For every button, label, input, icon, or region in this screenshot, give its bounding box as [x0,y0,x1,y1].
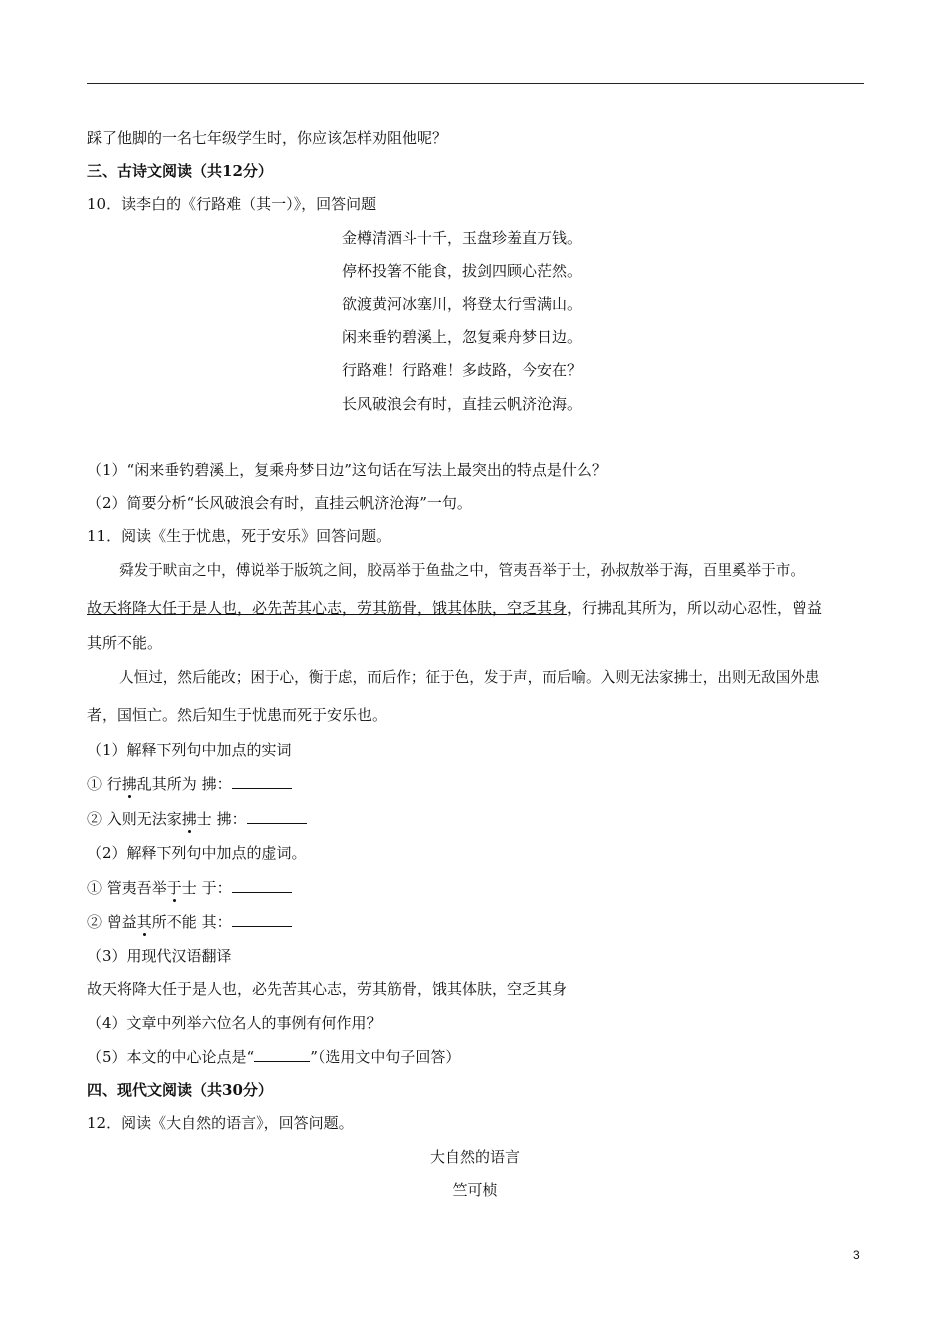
answer-blank[interactable] [232,911,292,927]
answer-blank[interactable] [254,1046,310,1062]
dotted-char: 于 [166,879,182,897]
fill-item [87,911,292,932]
item-text: 乱其所为 拂： [136,775,232,793]
item-text: 士 拂： [196,810,247,828]
article-author: 竺可桢 [452,1181,498,1199]
passage-line [87,598,822,618]
answer-blank[interactable] [247,808,307,824]
item-text: ”（选用文中句子回答） [310,1048,461,1066]
passage-line: 者，国恒亡。然后知生于忧患而死于安乐也。 [87,706,388,724]
poem-line: 欲渡黄河冰塞川，将登太行雪满山。 [342,295,583,313]
question-11: 11．阅读《生于忧患，死于安乐》回答问题。 [87,527,392,545]
poem-line: 长风破浪会有时，直挂云帆济沧海。 [342,395,583,413]
passage-line: 人恒过，然后能改；困于心，衡于虑，而后作；征于色，发于声，而后喻。入则无法家拂士，出则无敌国外患 [119,669,820,686]
fill-item [87,808,307,829]
item-text: 所不能 其： [151,913,232,931]
passage-line: 其所不能。 [87,634,163,652]
item-text: ② 曾益 [87,913,137,931]
sub-question: （2）简要分析“长风破浪会有时，直挂云帆济沧海”一句。 [87,494,472,512]
question-12: 12．阅读《大自然的语言》，回答问题。 [87,1114,354,1132]
dotted-char: 拂 [181,810,197,828]
dotted-char: 其 [136,913,152,931]
poem-line: 闲来垂钓碧溪上，忽复乘舟梦日边。 [342,328,583,346]
sub-question: （1）“闲来垂钓碧溪上，复乘舟梦日边”这句话在写法上最突出的特点是什么？ [87,461,607,479]
item-text: 士 于： [181,879,232,897]
item-text: ① 管夷吾举 [87,879,167,897]
poem-line: 金樽清酒斗十千，玉盘珍羞直万钱。 [342,229,583,247]
poem-line: 停杯投箸不能食，拔剑四顾心茫然。 [342,262,583,280]
fill-item [87,877,292,898]
sub-question: （1）解释下列句中加点的实词 [87,741,292,759]
underlined-sentence: 故天将降大任于是人也，必先苦其心志，劳其筋骨，饿其体肤，空乏其身 [87,599,568,617]
passage-text: ，行拂乱其所为，所以动心忍性，曾益 [567,599,823,617]
text-line: 踩了他脚的一名七年级学生时，你应该怎样劝阻他呢？ [87,129,448,147]
sub-question: （4）文章中列举六位名人的事例有何作用？ [87,1014,382,1032]
answer-blank[interactable] [232,877,292,893]
item-text: （5）本文的中心论点是“ [87,1048,255,1066]
section-heading: 四、现代文阅读（共30分） [87,1081,273,1099]
poem-line: 行路难！行路难！多歧路，今安在？ [342,361,583,379]
item-text: ② 入则无法家 [87,810,182,828]
page-number: 3 [853,1248,860,1262]
dotted-char: 拂 [121,775,137,793]
passage-line: 舜发于畎亩之中，傅说举于版筑之间，胶鬲举于鱼盐之中，管夷吾举于士，孙叔敖举于海，百里奚举于市。 [119,562,805,579]
section-heading: 三、古诗文阅读（共12分） [87,162,273,180]
sub-question: （2）解释下列句中加点的虚词。 [87,844,307,862]
question-10: 10．读李白的《行路难（其一）》，回答问题 [87,195,377,213]
translate-sentence: 故天将降大任于是人也，必先苦其心志，劳其筋骨，饿其体肤，空乏其身 [87,980,568,998]
fill-item [87,773,292,794]
item-text: ① 行 [87,775,122,793]
answer-blank[interactable] [232,773,292,789]
header-rule [87,83,864,84]
article-title: 大自然的语言 [429,1148,520,1166]
sub-question: （3）用现代汉语翻译 [87,947,232,965]
sub-question [87,1046,460,1067]
